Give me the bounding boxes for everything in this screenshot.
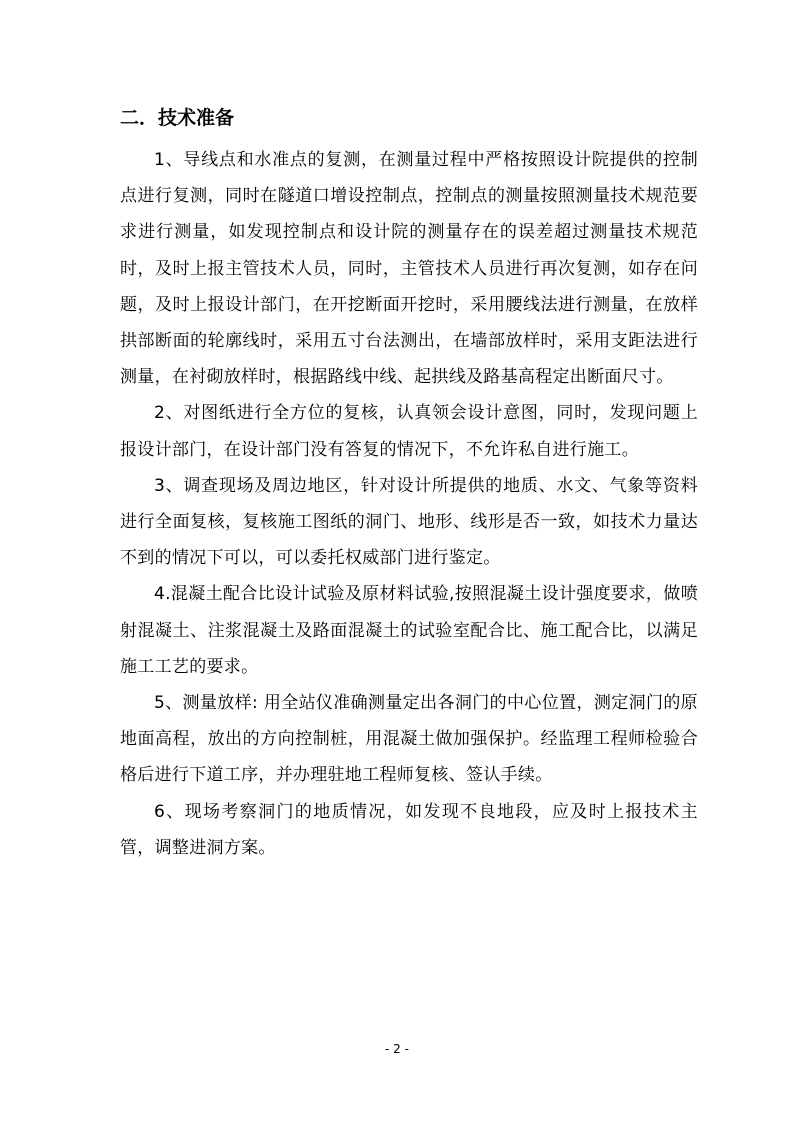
paragraph-3: 3、调查现场及周边地区，针对设计所提供的地质、水文、气象等资料进行全面复核，复核施工图纸的洞门、地形、线形是否一致，如技术力量达不到的情况下可以，可以委托权威部门进行鉴定。 (120, 475, 698, 569)
section-heading: 二．技术准备 (120, 107, 235, 129)
page-number: - 2 - (385, 1042, 409, 1056)
paragraph-2: 2、对图纸进行全方位的复核，认真领会设计意图，同时，发现问题上报设计部门，在设计部门没有答复的情况下，不允许私自进行施工。 (120, 403, 698, 460)
paragraph-4: 4.混凝土配合比设计试验及原材料试验,按照混凝土设计强度要求，做喷射混凝土、注浆混凝土及路面混凝土的试验室配合比、施工配合比，以满足施工工艺的要求。 (120, 584, 698, 677)
paragraph-5: 5、测量放样: 用全站仪准确测量定出各洞门的中心位置，测定洞门的原地面高程，放出的方向控制桩，用混凝土做加强保护。经监理工程师检验合格后进行下道工序，并办理驻地工程师复核、签认手续。 (120, 693, 698, 786)
paragraph-1: 1、导线点和水准点的复测，在测量过程中严格按照设计院提供的控制点进行复测，同时在隧道口增设控制点，控制点的测量按照测量技术规范要求进行测量，如发现控制点和设计院的测量存在的误差超过测量技术规范时，及时上报主管技术人员，同时，主管技术人员进行再次复测，如存在问题，及时上报设计部门，在开挖断面开挖时，采用腰线法进行测量，在放样拱部断面的轮廓线时，采用五寸台法测出，在墙部放样时，采用支距法进行测量，在衬砌放样时，根据路线中线、起拱线及路基高程定出断面尺寸。 (120, 150, 698, 388)
paragraph-6: 6、现场考察洞门的地质情况，如发现不良地段，应及时上报技术主管，调整进洞方案。 (120, 801, 698, 858)
body-text (120, 142, 698, 866)
